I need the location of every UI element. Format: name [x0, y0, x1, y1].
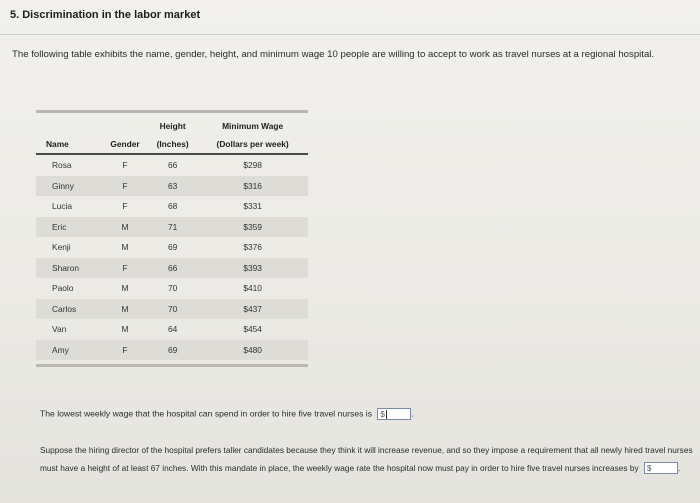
- height-header-line2: (Inches): [156, 139, 189, 149]
- cell-gender: F: [102, 258, 148, 279]
- table-row: [36, 340, 308, 361]
- table-row: [36, 319, 308, 340]
- cell-gender: F: [122, 160, 128, 171]
- cell-wage: $359: [197, 217, 308, 238]
- cell-name: Van: [52, 324, 67, 335]
- cell-name: Carlos: [36, 299, 102, 320]
- cell-name: Eric: [36, 217, 102, 238]
- table-row: [36, 155, 308, 176]
- question-1-answer-input[interactable]: [377, 408, 414, 420]
- cell-name: Rosa: [52, 160, 72, 171]
- table-bottom-rule: [36, 364, 308, 367]
- dollar-prefix: $: [380, 410, 385, 419]
- cell-height: 70: [167, 283, 178, 294]
- table-row: [36, 196, 308, 217]
- cell-wage: $376: [243, 242, 262, 253]
- table-row: [36, 217, 308, 238]
- cell-height: 68: [167, 201, 178, 212]
- question-1: [40, 408, 414, 420]
- question-1-text: The lowest weekly wage that the hospital can spend in order to hire five travel nurses is: [40, 408, 372, 419]
- cell-name: Paolo: [52, 283, 74, 294]
- section-title: 5. Discrimination in the labor market: [10, 9, 201, 21]
- question-2: [40, 442, 695, 477]
- table-row: [36, 258, 308, 279]
- cell-gender: M: [102, 299, 148, 320]
- cell-height: 69: [148, 340, 197, 361]
- dollar-prefix: $: [646, 464, 652, 474]
- nurse-table: [36, 117, 308, 360]
- text-cursor: [386, 410, 387, 419]
- cell-height: 66: [148, 258, 197, 279]
- cell-gender: M: [121, 242, 129, 253]
- title-divider: [0, 34, 700, 35]
- cell-name: Kenji: [52, 242, 71, 253]
- cell-height: 69: [167, 242, 178, 253]
- cell-height: 64: [167, 324, 178, 335]
- cell-wage: $393: [197, 258, 308, 279]
- cell-name: Lucia: [52, 201, 73, 212]
- table-top-rule: [36, 110, 308, 113]
- cell-wage: $437: [197, 299, 308, 320]
- cell-gender: F: [122, 201, 128, 212]
- cell-name: Sharon: [36, 258, 102, 279]
- cell-wage: $480: [197, 340, 308, 361]
- question-2-text: Suppose the hiring director of the hospital prefers taller candidates because they think it will increase revenue, and so they impose a requirement that all newly hired travel nurses must have a height of at least 67 inches. With this mandate in place, the weekly wage rate the hospital now must pay in order to hire five travel nurses increases by: [40, 445, 693, 473]
- name-header: Name: [46, 139, 69, 149]
- cell-name: Ginny: [36, 176, 102, 197]
- question-2-period: .: [677, 462, 681, 473]
- cell-height: 63: [148, 176, 197, 197]
- gender-header: Gender: [110, 139, 140, 149]
- cell-gender: M: [102, 217, 148, 238]
- cell-gender: F: [102, 340, 148, 361]
- nurse-table-container: [36, 110, 308, 367]
- wage-header-line1: Minimum Wage: [222, 121, 284, 131]
- cell-wage: $410: [243, 283, 262, 294]
- question-1-period: .: [411, 408, 414, 419]
- table-row: [36, 299, 308, 320]
- intro-text: The following table exhibits the name, gender, height, and minimum wage 10 people are willing to accept to work as travel nurses at a regional hospital.: [12, 49, 655, 60]
- cell-gender: M: [121, 283, 129, 294]
- height-header-line1: Height: [159, 121, 186, 131]
- cell-gender: F: [102, 176, 148, 197]
- table-body: [36, 155, 308, 360]
- cell-gender: M: [121, 324, 129, 335]
- wage-header-line2: (Dollars per week): [216, 139, 289, 149]
- table-header-row-2: [36, 135, 308, 153]
- cell-wage: $454: [243, 324, 262, 335]
- cell-wage: $298: [243, 160, 262, 171]
- table-row: [36, 176, 308, 197]
- cell-wage: $316: [197, 176, 308, 197]
- question-2-answer-input[interactable]: [644, 462, 681, 474]
- table-row: [36, 237, 308, 258]
- cell-height: 70: [148, 299, 197, 320]
- cell-wage: $331: [243, 201, 262, 212]
- table-row: [36, 278, 308, 299]
- cell-name: Amy: [36, 340, 102, 361]
- table-header-row-1: [36, 117, 308, 135]
- cell-height: 66: [167, 160, 178, 171]
- cell-height: 71: [148, 217, 197, 238]
